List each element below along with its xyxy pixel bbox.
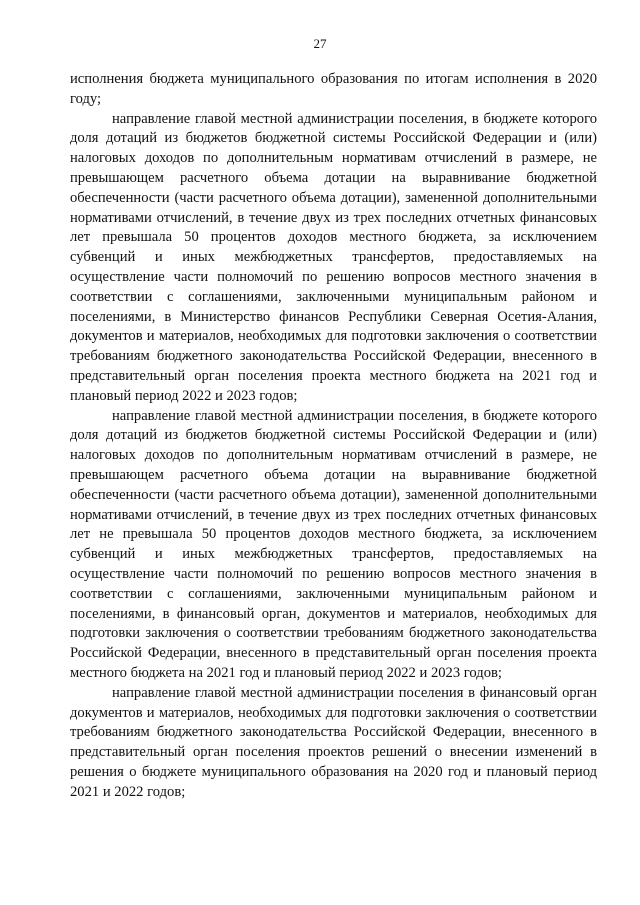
- page-number: 27: [313, 36, 327, 51]
- paragraph-continuation: исполнения бюджета муниципального образования по итогам исполнения в 2020 году;: [70, 71, 597, 107]
- paragraph-ministry-submission: направление главой местной администрации поселения, в бюджете которого доля дотаций из бюджетов бюджетной системы Российской Федерации и (или) налоговых доходов по дополнительным нормативам отчислений в размере, не превышающем расчетного объема дотации на выравнивание бюджетной обеспеченности (части расчетного объема дотации), замененной дополнительными нормативами отчислений, в течение двух из трех последних отчетных финансовых лет превышала 50 процентов доходов местного бюджета, за исключением субвенций и иных межбюджетных трансфертов, предоставляемых на осуществление части полномочий по решению вопросов местного значения в соответствии с соглашениями, заключенными муниципальным районом и поселениями, в Министерство финансов Республики Северная Осетия-Алания, документов и материалов, необходимых для подготовки заключения о соответствии требованиям бюджетного законодательства Российской Федерации, внесенного в представительный орган поселения проекта местного бюджета на 2021 год и плановый период 2022 и 2023 годов;: [70, 110, 597, 404]
- paragraph-financial-body-submission: направление главой местной администрации поселения, в бюджете которого доля дотаций из бюджетов бюджетной системы Российской Федерации и (или) налоговых доходов по дополнительным нормативам отчислений в размере, не превышающем расчетного объема дотации на выравнивание бюджетной обеспеченности (части расчетного объема дотации), замененной дополнительными нормативами отчислений, в течение двух из трех последних отчетных финансовых лет не превышала 50 процентов доходов местного бюджета, за исключением субвенций и иных межбюджетных трансфертов, предоставляемых на осуществление части полномочий по решению вопросов местного значения в соответствии с соглашениями, заключенными муниципальным районом и поселениями, в финансовый орган, документов и материалов, необходимых для подготовки заключения о соответствии требованиям бюджетного законодательства Российской Федерации, внесенного в представительный орган поселения проекта местного бюджета на 2021 год и плановый период 2022 и 2023 годов;: [70, 407, 597, 681]
- paragraph-amendments-submission: направление главой местной администрации поселения в финансовый орган документов и материалов, необходимых для подготовки заключения о соответствии требованиям бюджетного законодательства Российской Федерации, внесенного в представительный орган поселения проектов решений о внесении изменений в решения о бюджете муниципального образования на 2020 год и плановый период 2021 и 2022 годов;: [70, 684, 597, 800]
- document-body: [70, 70, 597, 802]
